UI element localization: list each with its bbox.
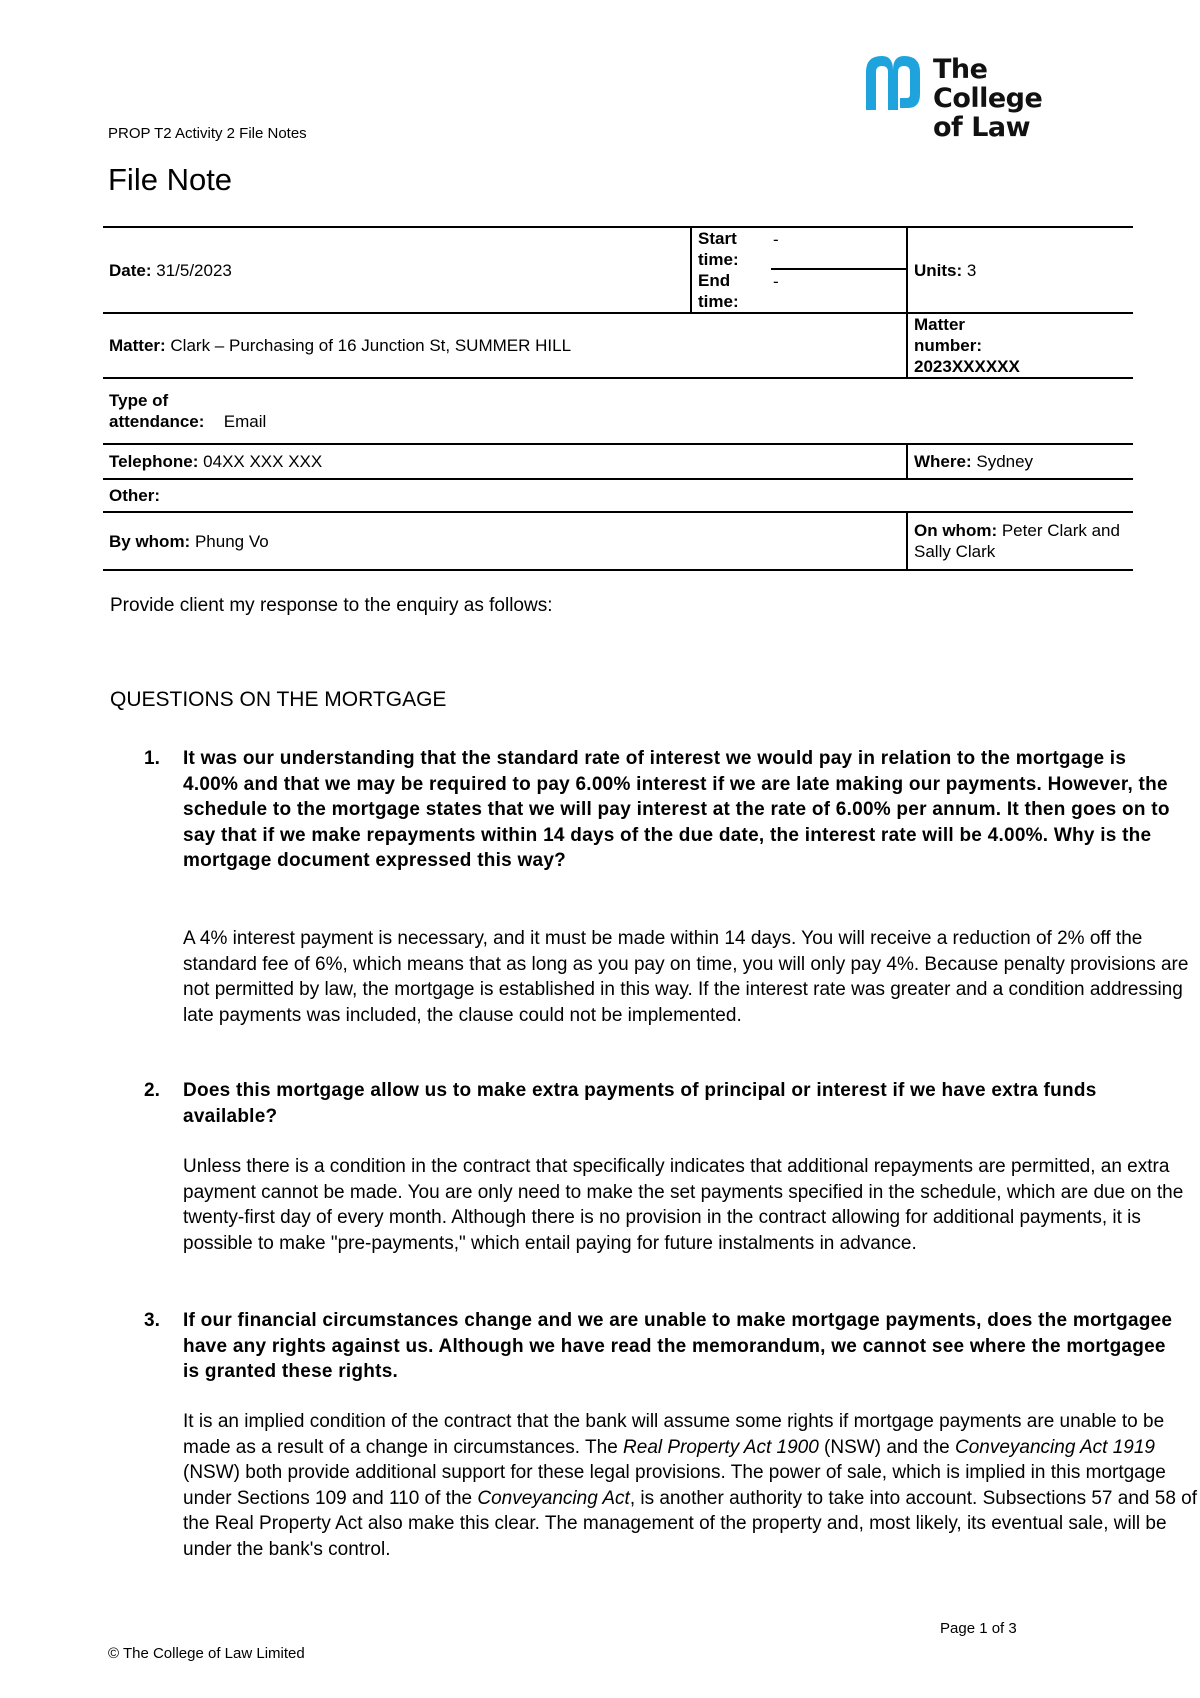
on-whom-value: Peter Clark and Sally Clark bbox=[914, 521, 1120, 561]
question-text: Does this mortgage allow us to make extra payments of principal or interest if we have extra funds available? bbox=[183, 1080, 1097, 1127]
question-number: 1. bbox=[144, 748, 160, 769]
answer-text: Unless there is a condition in the contract that specifically indicates that additional repayments are permitted, an extra payment cannot be made. You are only need to make the set payments specified in the schedule, which are due on the twenty-first day of every month. Although there is no provision in the contract allowing for additional payments, it is possible to make "pre-payments," which entail paying for future instalments in advance. bbox=[183, 1156, 1184, 1254]
start-time-value: - bbox=[771, 228, 906, 270]
file-note-details-table bbox=[103, 226, 1133, 571]
matter-cell: Matter: Clark – Purchasing of 16 Junction St, SUMMER HILL bbox=[103, 313, 907, 378]
date-cell: Date: 31/5/2023 bbox=[103, 227, 691, 313]
time-labels-cell bbox=[691, 227, 771, 313]
by-whom-value: Phung Vo bbox=[194, 531, 269, 551]
telephone-cell: Telephone: 04XX XXX XXX bbox=[103, 444, 907, 479]
where-cell: Where: Sydney bbox=[907, 444, 1133, 479]
question-text: If our financial circumstances change and we are unable to make mortgage payments, does the mortgagee have any rights against us. Although we have read the memorandum, we cannot see where the mortgagee is granted these rights. bbox=[183, 1310, 1173, 1382]
page-number: Page 1 of 3 bbox=[940, 1620, 1017, 1637]
section-heading: QUESTIONS ON THE MORTGAGE bbox=[110, 688, 447, 711]
logo-wordmark: The College of Law bbox=[933, 54, 1043, 143]
college-logo-icon bbox=[860, 50, 926, 114]
telephone-row bbox=[103, 444, 1133, 479]
matter-number-value: 2023XXXXXX bbox=[914, 357, 1020, 376]
matter-row bbox=[103, 313, 1133, 378]
act-citation: Conveyancing Act 1919 bbox=[955, 1436, 1155, 1458]
date-value: 31/5/2023 bbox=[156, 260, 232, 280]
start-time-label: Start time: bbox=[698, 229, 739, 269]
attendance-value: Email bbox=[223, 412, 267, 431]
document-reference: PROP T2 Activity 2 File Notes bbox=[108, 125, 307, 142]
intro-text: Provide client my response to the enquiry as follows: bbox=[110, 595, 553, 616]
on-whom-cell: On whom: Peter Clark and Sally Clark bbox=[907, 512, 1133, 570]
telephone-value: 04XX XXX XXX bbox=[203, 452, 323, 471]
question-number: 3. bbox=[144, 1310, 160, 1331]
attendance-cell: Type of attendance: Email bbox=[103, 378, 1133, 444]
units-value: 3 bbox=[966, 260, 977, 280]
by-whom-cell: By whom: Phung Vo bbox=[103, 512, 907, 570]
where-value: Sydney bbox=[976, 452, 1034, 471]
page-title: File Note bbox=[108, 162, 233, 197]
college-logo bbox=[860, 50, 1100, 143]
act-citation: Conveyancing Act bbox=[477, 1487, 630, 1509]
attendance-row bbox=[103, 378, 1133, 444]
copyright-footer: © The College of Law Limited bbox=[108, 1645, 305, 1662]
end-time-label: End time: bbox=[698, 271, 739, 311]
end-time-value: - bbox=[773, 272, 779, 291]
attendees-row bbox=[103, 512, 1133, 570]
question-number: 2. bbox=[144, 1080, 160, 1101]
act-citation: Real Property Act 1900 bbox=[623, 1436, 819, 1458]
date-row bbox=[103, 227, 1133, 313]
matter-number-cell: Matter number:2023XXXXXX bbox=[907, 313, 1133, 378]
matter-value: Clark – Purchasing of 16 Junction St, SUMMER HILL bbox=[170, 336, 572, 355]
question-text: It was our understanding that the standard rate of interest we would pay in relation to the mortgage is 4.00% and that we may be required to pay 6.00% interest if we are late making our payments. However, the schedule to the mortgage states that we will pay interest at the rate of 6.00% per annum. It then goes on to say that if we make repayments within 14 days of the due date, the interest rate will be 4.00%. Why is the mortgage document expressed this way? bbox=[183, 748, 1170, 871]
answer-text: A 4% interest payment is necessary, and it must be made within 14 days. You will receive a reduction of 2% off the standard fee of 6%, which means that as long as you pay on time, you will only pay 4%. Because penalty provisions are not permitted by law, the mortgage is established in this way. If the interest rate was greater and a condition addressing late payments was included, the clause could not be implemented. bbox=[183, 928, 1189, 1026]
other-label: Other: bbox=[103, 479, 1133, 512]
other-row bbox=[103, 479, 1133, 512]
units-cell: Units: 3 bbox=[907, 227, 1133, 313]
answer-text: It is an implied condition of the contract that the bank will assume some rights if mortgage payments are unable to be made as a result of a change in circumstances. The Real Property Act 1900 (NSW) and the Conveyancing Act 1919 (NSW) both provide additional support for these legal provisions. The power of sale, which is implied in this mortgage under Sections 109 and 110 of the Conveyancing Act, is another authority to take into account. Subsections 57 and 58 of the Real Property Act also make this clear. The management of the property and, most likely, its eventual sale, will be under the bank's control. bbox=[183, 1411, 1198, 1560]
time-values-cell bbox=[771, 227, 907, 313]
